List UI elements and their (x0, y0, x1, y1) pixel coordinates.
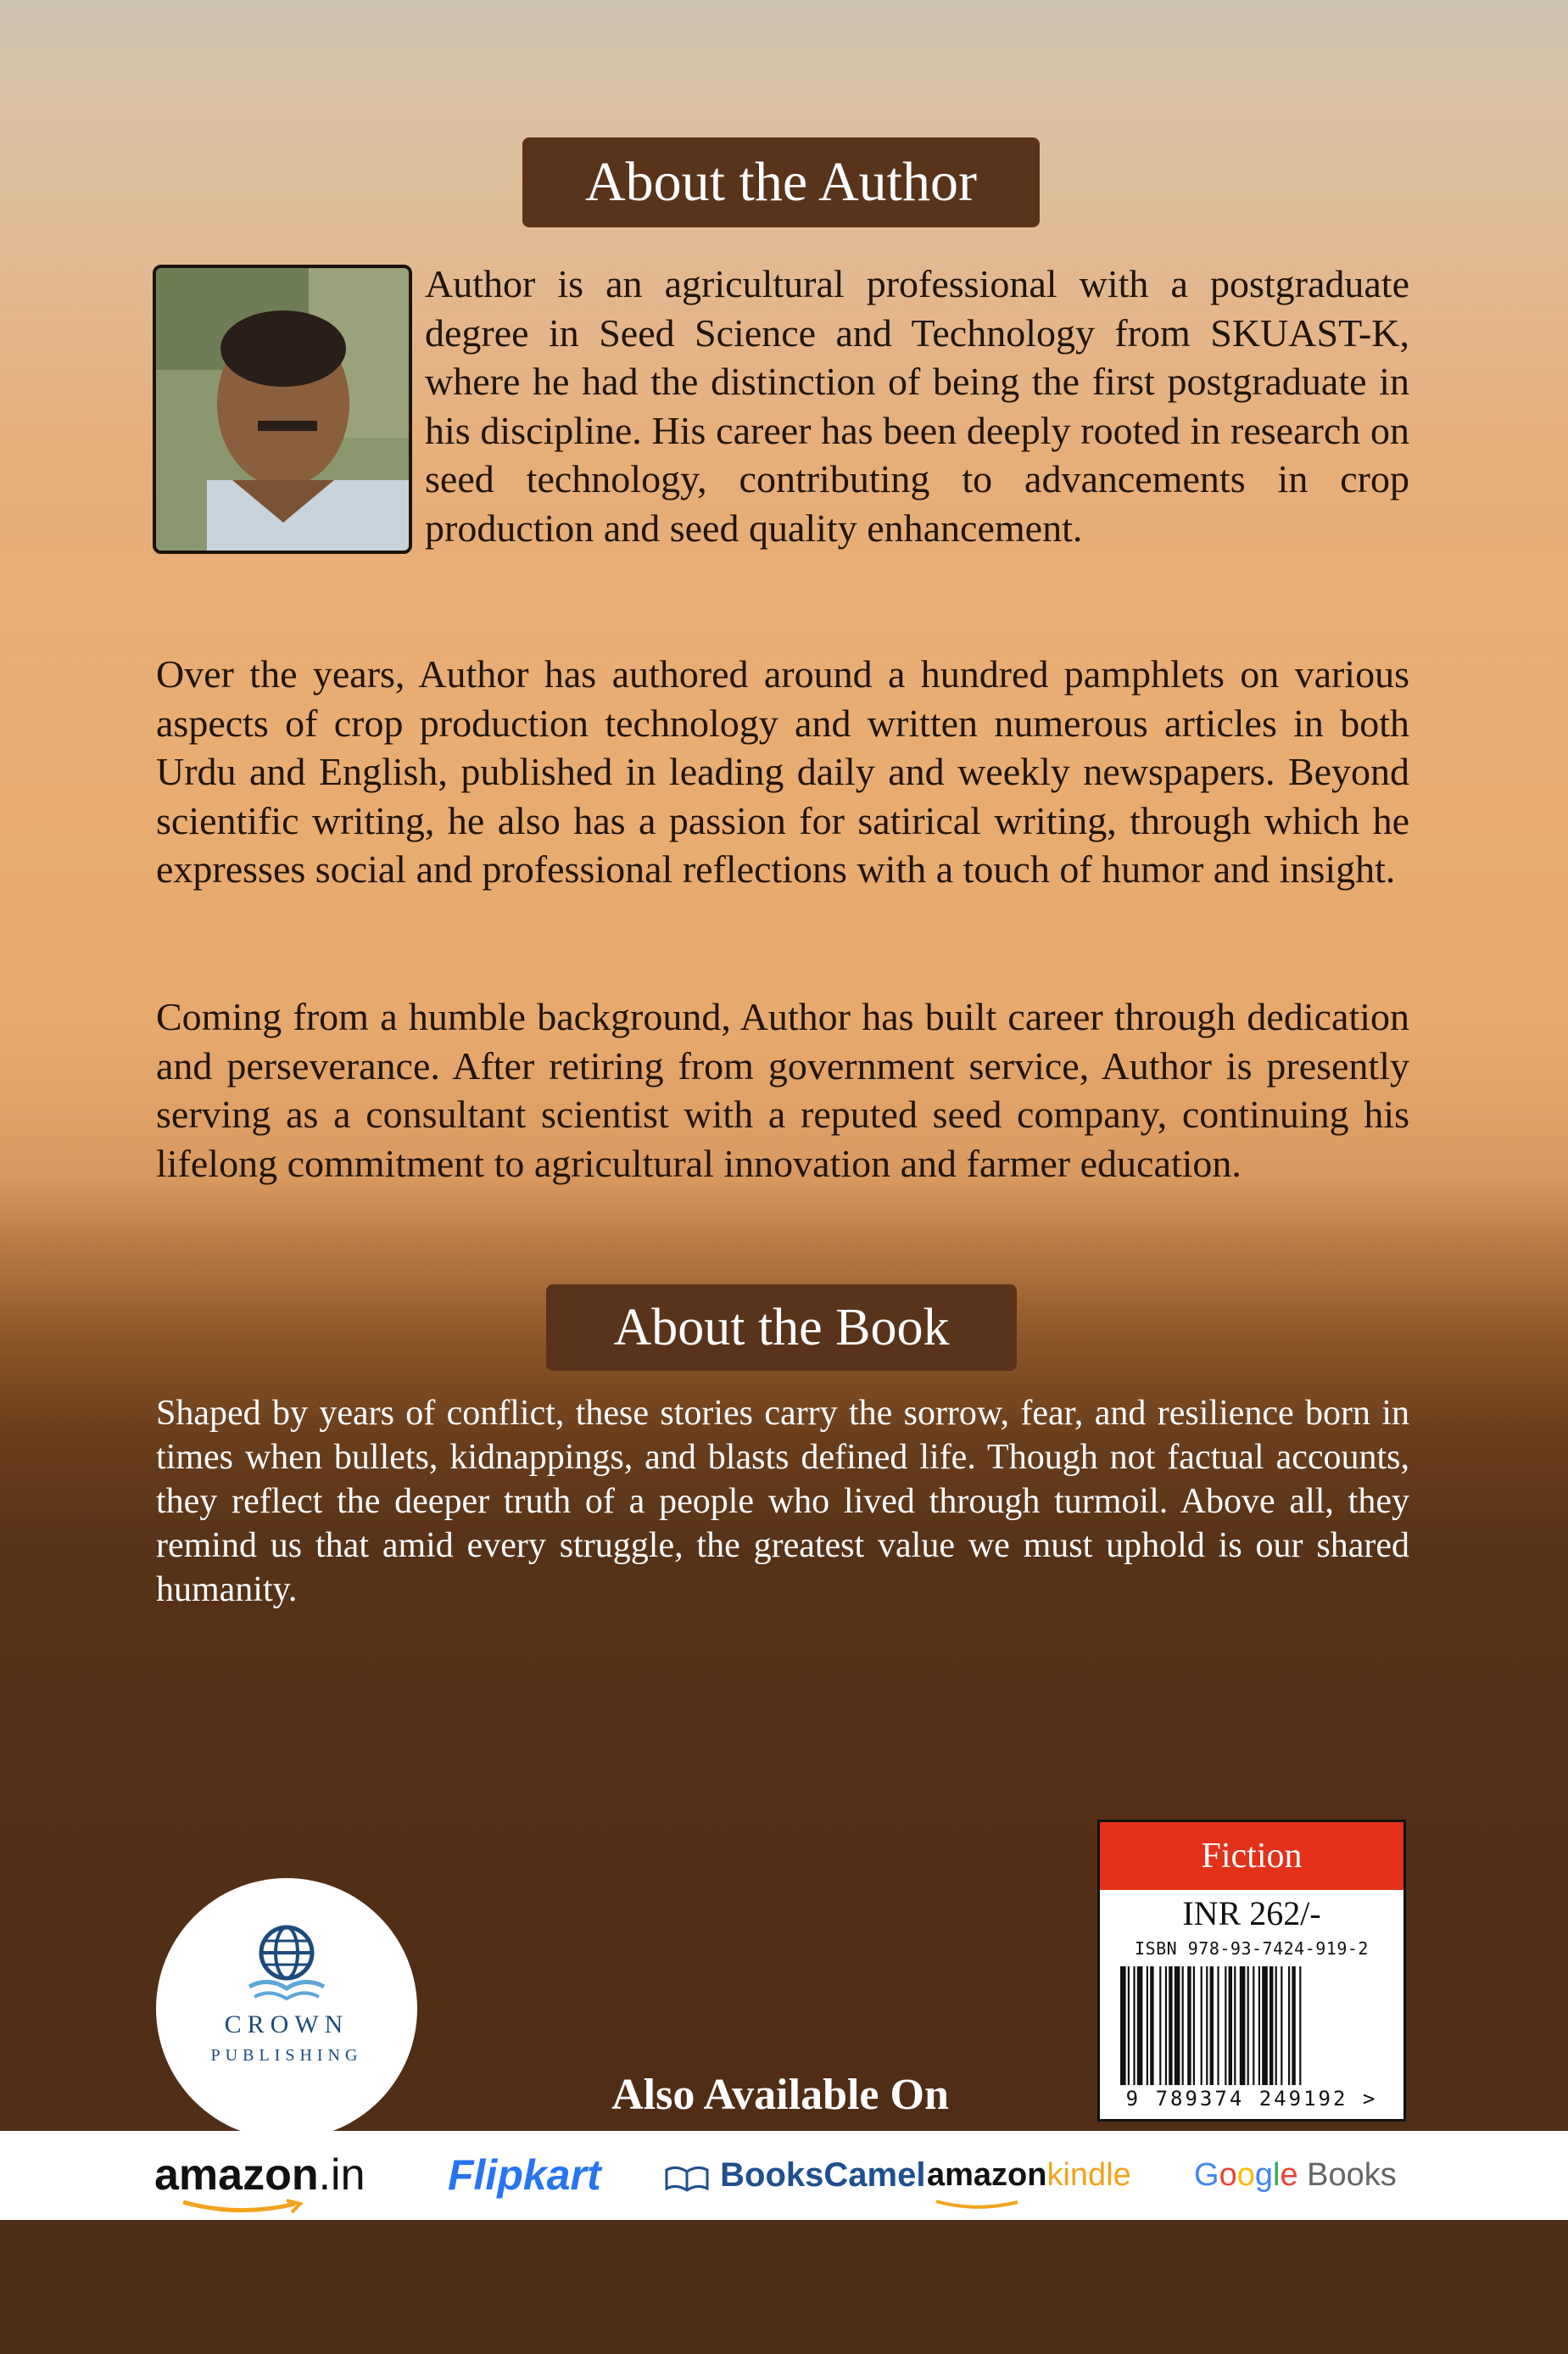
barcode-bar (1292, 1966, 1295, 2085)
google-books-label: Books (1307, 2157, 1397, 2193)
barcode-bar (1147, 1966, 1148, 2085)
barcode-bar (1262, 1966, 1268, 2085)
barcode-bar (1169, 1966, 1172, 2085)
barcode-bar (1217, 1966, 1219, 2085)
barcode-bar (1150, 1966, 1153, 2085)
barcode-bar (1133, 1966, 1135, 2085)
barcode-bar (1229, 1966, 1232, 2085)
bookscamel-label: BooksCamel (720, 2156, 926, 2194)
amazon-brand: amazon (154, 2150, 319, 2200)
publisher-logo (156, 1878, 417, 2139)
barcode-bar (1299, 1966, 1301, 2085)
genre-label: Fiction (1100, 1822, 1403, 1890)
book-blurb: Shaped by years of conflict, these stories carry the sorrow, fear, and resilience born in times when bullets, kidnappings, and blasts defined life. Though not factual accounts, they reflect the deeper truth of a people who lived through turmoil. Above all, they remind us that amid every struggle, the greatest value we must uphold is our shared humanity. (156, 1394, 1409, 1609)
kindle-part: kindle (1046, 2157, 1131, 2193)
bookscamel-logo[interactable] (663, 2131, 925, 2220)
barcode (1117, 1966, 1387, 2085)
flipkart-logo[interactable]: Flipkart (448, 2151, 601, 2199)
google-letter-g2: g (1254, 2157, 1273, 2193)
author-paragraph-1: Author is an agricultural professional with a postgraduate degree in Seed Science and Technology from SKUAST-K, where he had the distinction of being the first postgraduate in his discipline. His career has been deeply rooted in research on seed technology, contributing to advancements in crop production and seed quality enhancement. (425, 262, 1409, 550)
barcode-bar (1165, 1966, 1167, 2085)
barcode-bar (1175, 1966, 1180, 2085)
kindle-amazon-part: amazon (927, 2157, 1047, 2193)
barcode-bar (1210, 1966, 1214, 2085)
isbn-label: ISBN 978-93-7424-919-2 (1135, 1938, 1369, 1959)
book-icon (663, 2158, 711, 2195)
about-author-heading: About the Author (522, 137, 1040, 227)
barcode-bar (1206, 1966, 1208, 2085)
barcode-bar (1234, 1966, 1236, 2085)
kindle-smile-icon (933, 2199, 1026, 2212)
author-paragraph-3: Coming from a humble background, Author has built career through dedication and perseverance. After retiring from government service, Author is presently serving as a consultant scientist with a reputed seed company, continuing his lifelong commitment to agricultural innovation and farmer education. (156, 995, 1409, 1185)
barcode-bar (1201, 1966, 1203, 2085)
amazon-tld: .in (318, 2150, 365, 2200)
barcode-number: 9 789374 249192 > (1125, 2087, 1378, 2111)
barcode-bar (1247, 1966, 1249, 2085)
barcode-bar (1182, 1966, 1184, 2085)
google-books-logo[interactable] (1194, 2131, 1397, 2220)
price-barcode-box (1097, 1820, 1406, 2122)
barcode-bar (1258, 1966, 1260, 2085)
publisher-subtitle: PUBLISHING (210, 2046, 363, 2065)
barcode-bar (1120, 1966, 1126, 2085)
google-letter-o2: o (1236, 2157, 1255, 2193)
author-paragraph-2: Over the years, Author has authored around a hundred pamphlets on various aspects of crop production technology and written numerous articles in both Urdu and English, published in leading daily and weekly newspapers. Beyond scientific writing, he also has a passion for satirical writing, through which he expresses social and professional reflections with a touch of humor and insight. (156, 652, 1409, 891)
barcode-bar (1225, 1966, 1226, 2085)
barcode-bar (1240, 1966, 1246, 2085)
google-letter-e: e (1280, 2157, 1298, 2193)
barcode-bar (1137, 1966, 1143, 2085)
barcode-bar (1288, 1966, 1290, 2085)
price-label: INR 262/- (1182, 1894, 1321, 1932)
google-letter-o1: o (1219, 2157, 1237, 2193)
barcode-bar (1193, 1966, 1195, 2085)
globe-book-icon (244, 1922, 329, 2004)
barcode-bar (1187, 1966, 1191, 2085)
barcode-bar (1281, 1966, 1282, 2085)
amazon-smile-icon (180, 2199, 307, 2216)
store-logos-strip (0, 2131, 1568, 2220)
google-letter-g: G (1194, 2157, 1219, 2193)
barcode-bar (1253, 1966, 1254, 2085)
google-letter-l: l (1272, 2157, 1281, 2193)
barcode-bar (1275, 1966, 1277, 2085)
barcode-bar (1159, 1966, 1161, 2085)
publisher-name: CROWN (224, 2010, 349, 2038)
barcode-bar (1128, 1966, 1130, 2085)
barcode-bar (1269, 1966, 1273, 2085)
also-available-heading: Also Available On (611, 2071, 949, 2119)
about-book-heading: About the Book (546, 1284, 1017, 1371)
